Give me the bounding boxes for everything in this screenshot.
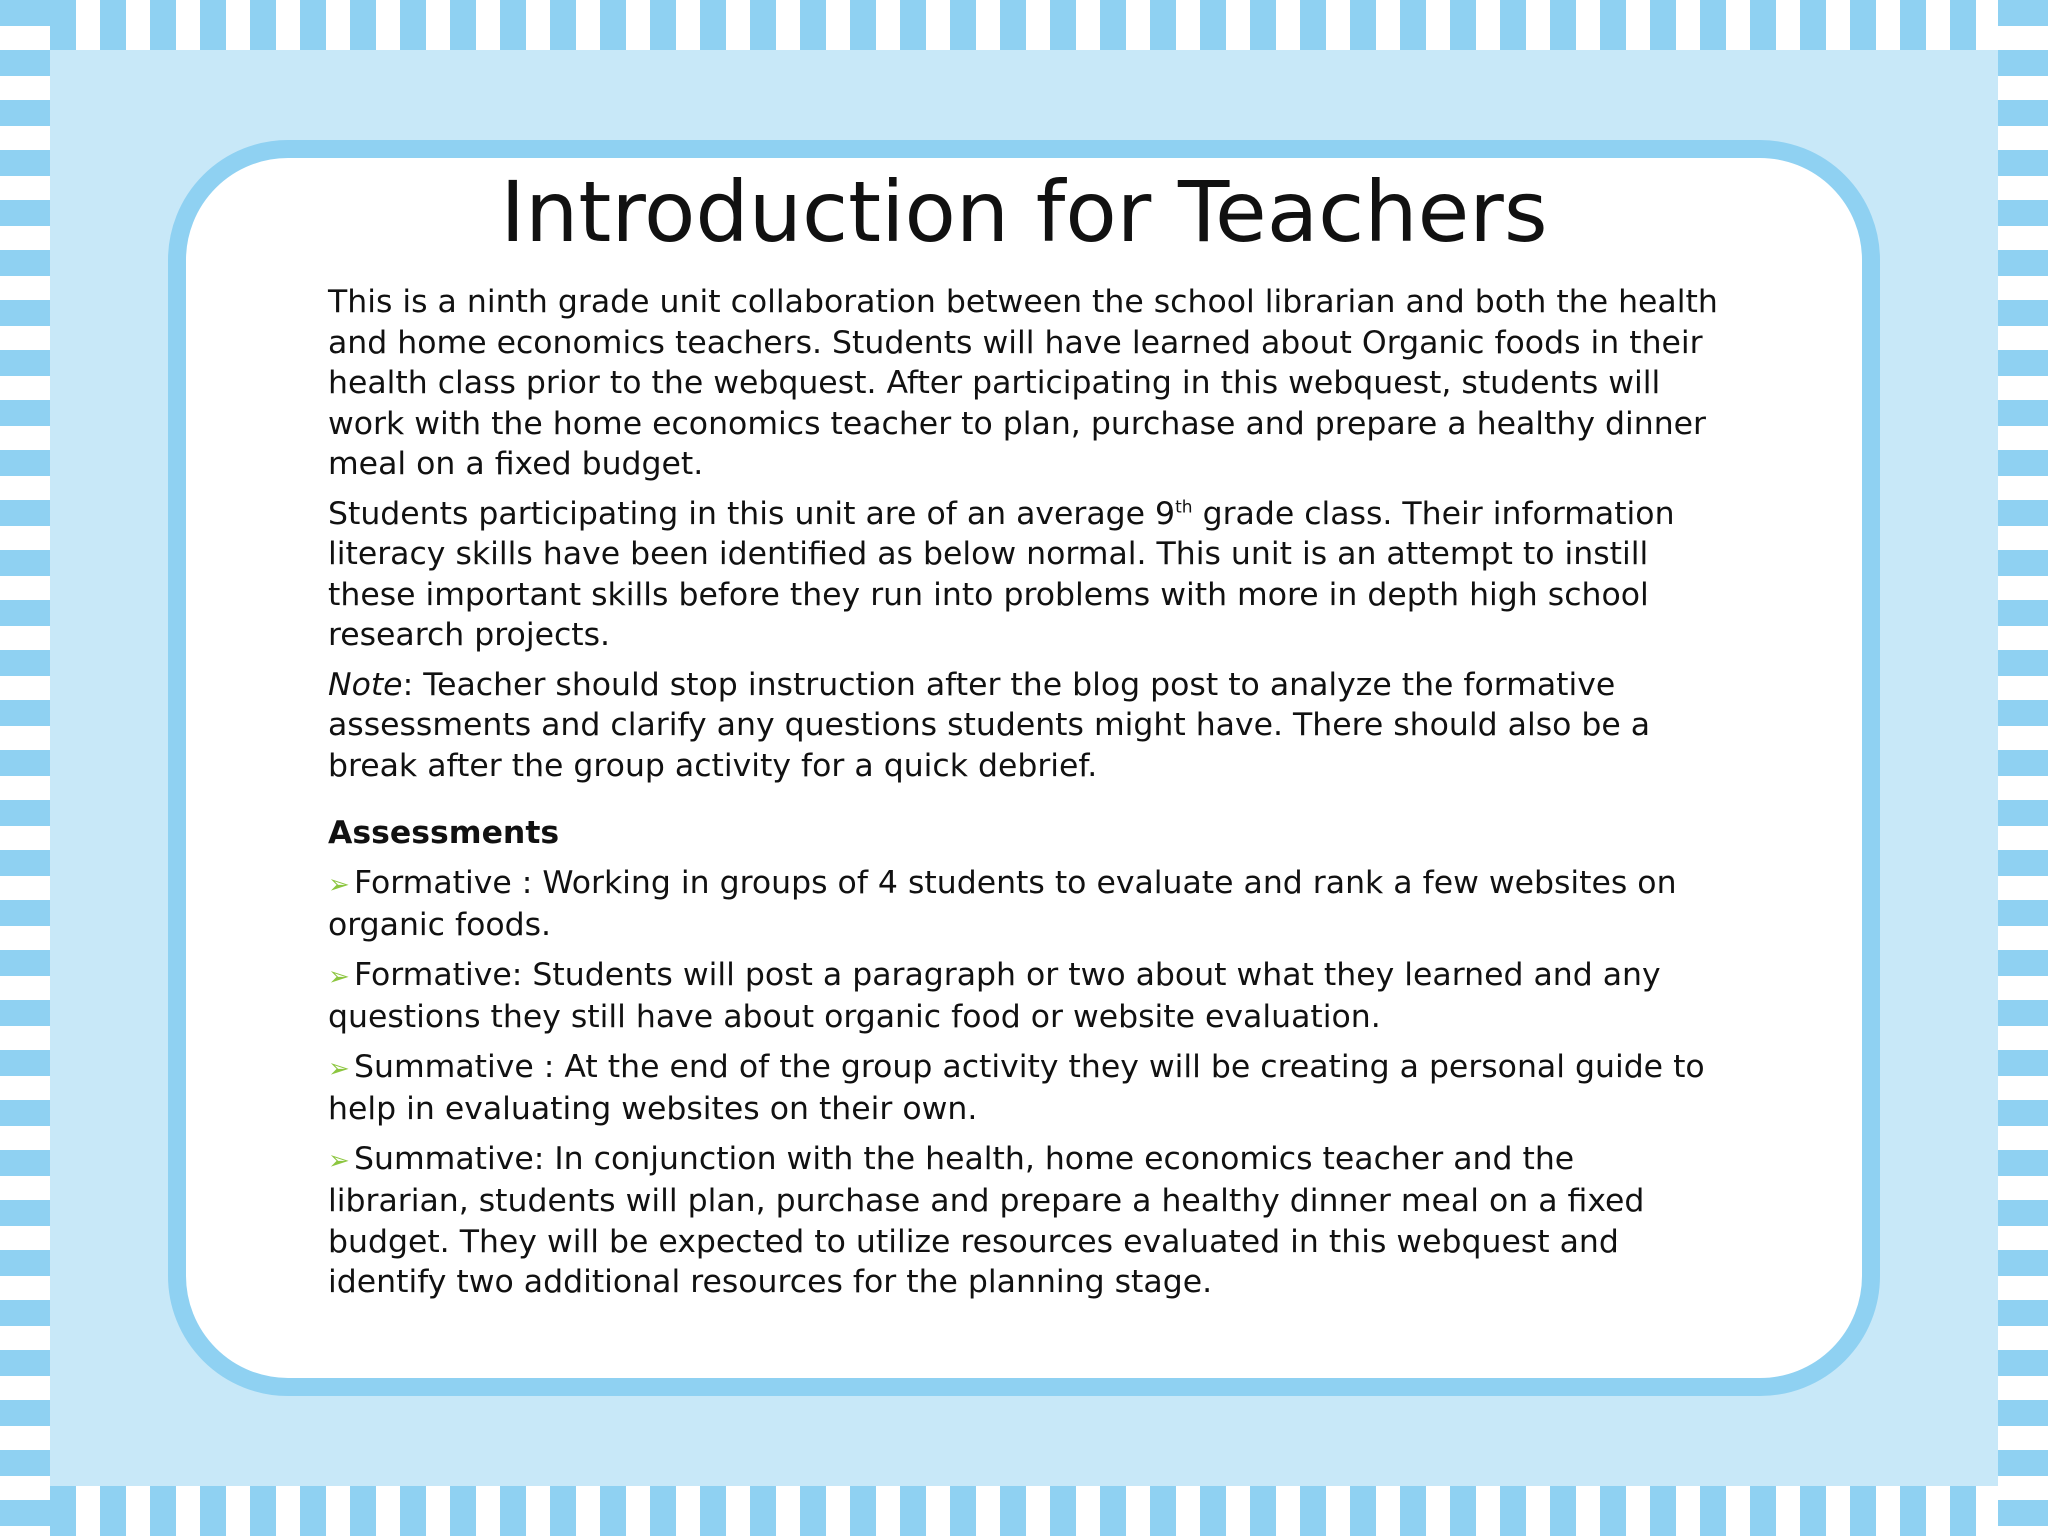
assessment-item (328, 1139, 1723, 1303)
assessment-item-text: Summative : At the end of the group activity they will be creating a personal guide to help in evaluating websites on their own. (328, 1048, 1705, 1127)
assessment-item (328, 1047, 1723, 1130)
class-description-text-start: Students participating in this unit are of an average 9 (328, 495, 1176, 532)
arrow-right-icon: ➢ (328, 869, 350, 900)
arrow-right-icon: ➢ (328, 1053, 350, 1084)
striped-border-bottom (0, 1486, 2048, 1536)
arrow-right-icon: ➢ (328, 1145, 350, 1176)
assessment-item (328, 955, 1723, 1038)
ordinal-suffix: th (1175, 497, 1193, 517)
body-text (328, 282, 1723, 1312)
assessment-item-text: Formative : Working in groups of 4 students to evaluate and rank a few websites on organic foods. (328, 864, 1677, 943)
class-description-text-end: grade class. Their information literacy skills have been identified as below normal. This unit is an attempt to instill these important skills before they run into problems with more in depth high school research projects. (328, 495, 1675, 653)
assessment-item-text: Summative: In conjunction with the health, home economics teacher and the librarian, students will plan, purchase and prepare a healthy dinner meal on a fixed budget. They will be expected to utilize resources evaluated in this webquest and identify two additional resources for the planning stage. (328, 1140, 1645, 1300)
striped-border-top (0, 0, 2048, 50)
class-description-paragraph (328, 494, 1723, 656)
page-title: Introduction for Teachers (500, 163, 1548, 261)
assessments-heading: Assessments (328, 815, 560, 851)
note-paragraph (328, 665, 1723, 787)
note-text: : Teacher should stop instruction after the blog post to analyze the formative assessments and clarify any questions students might have. There should also be a break after the group activity for a quick debrief. (328, 666, 1651, 784)
note-label: Note (328, 666, 403, 703)
intro-paragraph: This is a ninth grade unit collaboration between the school librarian and both the health and home economics teachers. Students will have learned about Organic foods in their health class prior to the webquest. After participating in this webquest, students will work with the home economics teacher to plan, purchase and prepare a healthy dinner meal on a fixed budget. (328, 284, 1718, 482)
striped-border-left (0, 0, 50, 1536)
arrow-right-icon: ➢ (328, 961, 350, 992)
assessment-item (328, 863, 1723, 946)
assessment-item-text: Formative: Students will post a paragraph or two about what they learned and any questions they still have about organic food or website evaluation. (328, 956, 1661, 1035)
striped-border-right (1998, 0, 2048, 1536)
